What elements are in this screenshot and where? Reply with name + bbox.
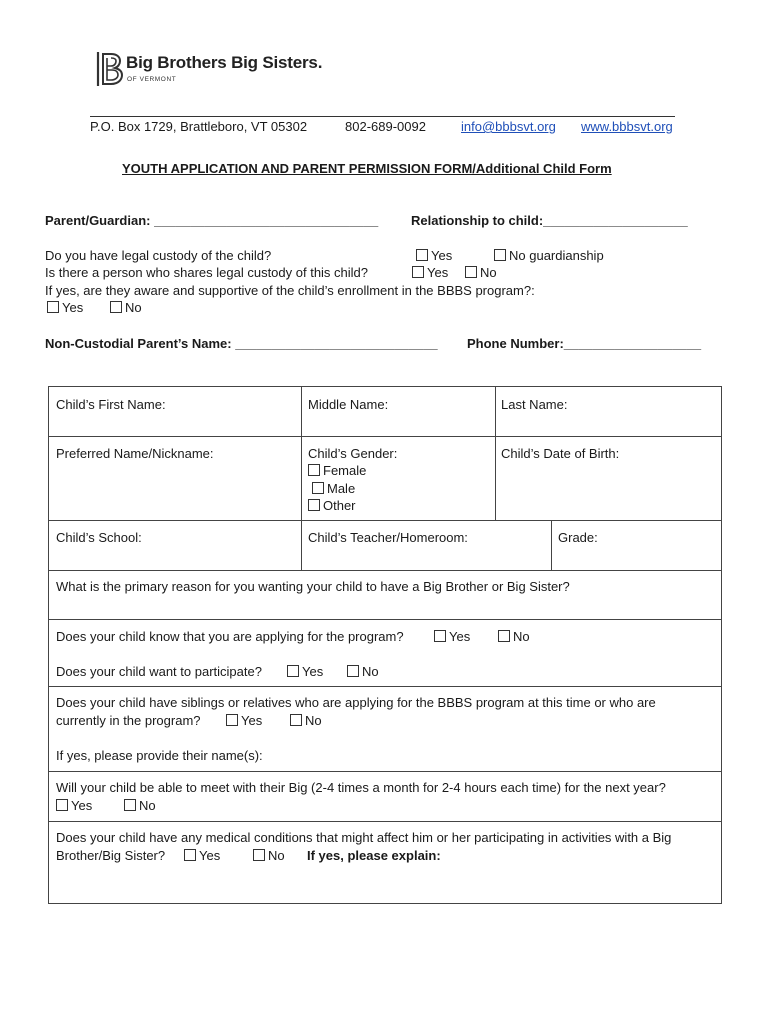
reason-question[interactable]: What is the primary reason for you wanting your child to have a Big Brother or Big Sister?: [56, 579, 570, 594]
checkbox-icon[interactable]: [465, 266, 477, 278]
checkbox-icon[interactable]: [412, 266, 424, 278]
logo-title: Big Brothers Big Sisters.: [126, 53, 323, 72]
email-link[interactable]: info@bbbsvt.org: [461, 119, 556, 134]
checkbox-icon[interactable]: [124, 799, 136, 811]
siblings-question: Does your child have siblings or relatives who are applying for the BBBS program at this time or who are: [56, 695, 656, 710]
table-divider: [49, 686, 721, 687]
checkbox-icon[interactable]: [56, 799, 68, 811]
nickname-field[interactable]: Preferred Name/Nickname:: [56, 446, 214, 461]
shared-yes-option[interactable]: Yes: [412, 265, 448, 280]
medical-no-option[interactable]: No: [253, 848, 285, 863]
first-name-field[interactable]: Child’s First Name:: [56, 397, 166, 412]
meet-no-option[interactable]: No: [124, 798, 156, 813]
header-divider: [90, 116, 675, 117]
want-yes-option[interactable]: Yes: [287, 664, 323, 679]
last-name-field[interactable]: Last Name:: [501, 397, 568, 412]
checkbox-icon[interactable]: [184, 849, 196, 861]
siblings-names-field[interactable]: If yes, please provide their name(s):: [56, 748, 263, 763]
school-field[interactable]: Child’s School:: [56, 530, 142, 545]
checkbox-icon[interactable]: [498, 630, 510, 642]
gender-other-option[interactable]: Other: [308, 498, 356, 513]
table-divider: [551, 520, 552, 570]
custody-question: Do you have legal custody of the child?: [45, 248, 272, 263]
checkbox-icon[interactable]: [308, 464, 320, 476]
siblings-question-cont: currently in the program?: [56, 713, 201, 728]
aware-no-option[interactable]: No: [110, 300, 142, 315]
noncustodial-parent-field[interactable]: Non-Custodial Parent’s Name: ____________________________: [45, 336, 438, 351]
gender-female-option[interactable]: Female: [308, 463, 366, 478]
checkbox-icon[interactable]: [494, 249, 506, 261]
shared-no-option[interactable]: No: [465, 265, 497, 280]
medical-yes-option[interactable]: Yes: [184, 848, 220, 863]
want-question: Does your child want to participate?: [56, 664, 262, 679]
gender-label: Child’s Gender:: [308, 446, 398, 461]
address: P.O. Box 1729, Brattleboro, VT 05302: [90, 119, 308, 134]
meet-question: Will your child be able to meet with their Big (2-4 times a month for 2-4 hours each time) for the next year?: [56, 780, 666, 795]
phone: 802-689-0092: [345, 119, 426, 134]
table-divider: [49, 570, 721, 571]
custody-no-option[interactable]: No guardianship: [494, 248, 604, 263]
table-divider: [49, 771, 721, 772]
custody-yes-option[interactable]: Yes: [416, 248, 452, 263]
logo-subtitle: OF VERMONT: [127, 76, 177, 83]
website-link[interactable]: www.bbbsvt.org: [581, 119, 673, 134]
table-divider: [49, 821, 721, 822]
want-no-option[interactable]: No: [347, 664, 379, 679]
dob-field[interactable]: Child’s Date of Birth:: [501, 446, 620, 461]
table-divider: [49, 436, 721, 437]
checkbox-icon[interactable]: [308, 499, 320, 511]
aware-question: If yes, are they aware and supportive of the child’s enrollment in the BBBS program?:: [45, 283, 535, 298]
checkbox-icon[interactable]: [253, 849, 265, 861]
shared-custody-question: Is there a person who shares legal custody of this child?: [45, 265, 369, 280]
middle-name-field[interactable]: Middle Name:: [308, 397, 389, 412]
child-info-table: [48, 386, 722, 904]
know-yes-option[interactable]: Yes: [434, 629, 470, 644]
gender-male-option[interactable]: Male: [312, 481, 355, 496]
teacher-field[interactable]: Child’s Teacher/Homeroom:: [308, 530, 468, 545]
know-question: Does your child know that you are applying for the program?: [56, 629, 404, 644]
table-divider: [495, 387, 496, 520]
aware-yes-option[interactable]: Yes: [47, 300, 83, 315]
checkbox-icon[interactable]: [312, 482, 324, 494]
grade-field[interactable]: Grade:: [558, 530, 598, 545]
meet-yes-option[interactable]: Yes: [56, 798, 92, 813]
table-divider: [49, 520, 721, 521]
table-divider: [301, 387, 302, 570]
parent-guardian-field[interactable]: Parent/Guardian: _______________________________: [45, 213, 379, 228]
bbbs-logo-icon: [95, 50, 125, 88]
table-divider: [49, 619, 721, 620]
checkbox-icon[interactable]: [47, 301, 59, 313]
checkbox-icon[interactable]: [434, 630, 446, 642]
checkbox-icon[interactable]: [287, 665, 299, 677]
checkbox-icon[interactable]: [347, 665, 359, 677]
checkbox-icon[interactable]: [416, 249, 428, 261]
siblings-yes-option[interactable]: Yes: [226, 713, 262, 728]
checkbox-icon[interactable]: [110, 301, 122, 313]
phone-number-field[interactable]: Phone Number:___________________: [467, 336, 702, 351]
relationship-field[interactable]: Relationship to child:____________________: [411, 213, 688, 228]
siblings-no-option[interactable]: No: [290, 713, 322, 728]
form-title: YOUTH APPLICATION AND PARENT PERMISSION FORM/Additional Child Form: [122, 161, 612, 176]
checkbox-icon[interactable]: [226, 714, 238, 726]
checkbox-icon[interactable]: [290, 714, 302, 726]
medical-explain-field[interactable]: If yes, please explain:: [307, 848, 441, 863]
medical-question: Does your child have any medical conditions that might affect him or her participating in activities with a Big: [56, 830, 672, 845]
know-no-option[interactable]: No: [498, 629, 530, 644]
medical-question-cont: Brother/Big Sister?: [56, 848, 166, 863]
